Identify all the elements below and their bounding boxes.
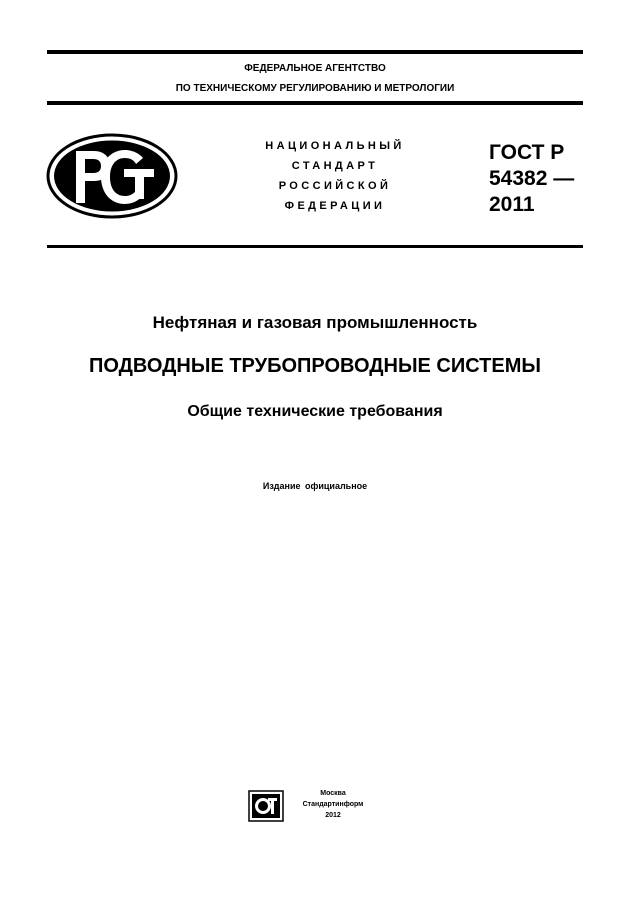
publisher-city: Москва [320, 790, 346, 797]
header-bottom-rule [47, 245, 583, 248]
gost-code-line-2: 54382 — [489, 167, 575, 190]
standard-label-line-1: НАЦИОНАЛЬНЫЙ [265, 140, 405, 152]
publisher-block [248, 788, 378, 824]
standard-label-line-4: ФЕДЕРАЦИИ [284, 200, 386, 212]
edition-label: Издание официальное [262, 481, 368, 491]
main-title: ПОДВОДНЫЕ ТРУБОПРОВОДНЫЕ СИСТЕМЫ [89, 355, 541, 377]
publisher-name: Стандартинформ [302, 801, 364, 808]
top-rule [47, 50, 583, 54]
publisher-text [288, 788, 378, 821]
agency-line-1: ФЕДЕРАЛЬНОЕ АГЕНТСТВО [244, 63, 386, 74]
industry-title: Нефтяная и газовая промышленность [152, 313, 478, 332]
gost-code-line-3: 2011 [489, 193, 535, 216]
standartinform-logo-icon [248, 790, 284, 822]
gost-code [489, 140, 574, 218]
subtitle: Общие технические требования [187, 403, 443, 420]
standard-label-line-2: СТАНДАРТ [291, 160, 379, 172]
publisher-year: 2012 [325, 812, 341, 819]
national-standard-label [230, 136, 440, 216]
gost-code-line-1: ГОСТ Р [489, 141, 565, 164]
rst-logo-icon [46, 133, 179, 220]
standard-label-line-3: РОССИЙСКОЙ [278, 180, 392, 192]
agency-name [47, 61, 583, 96]
agency-rule [47, 101, 583, 105]
agency-line-2: ПО ТЕХНИЧЕСКОМУ РЕГУЛИРОВАНИЮ И МЕТРОЛОГИИ [175, 83, 455, 94]
